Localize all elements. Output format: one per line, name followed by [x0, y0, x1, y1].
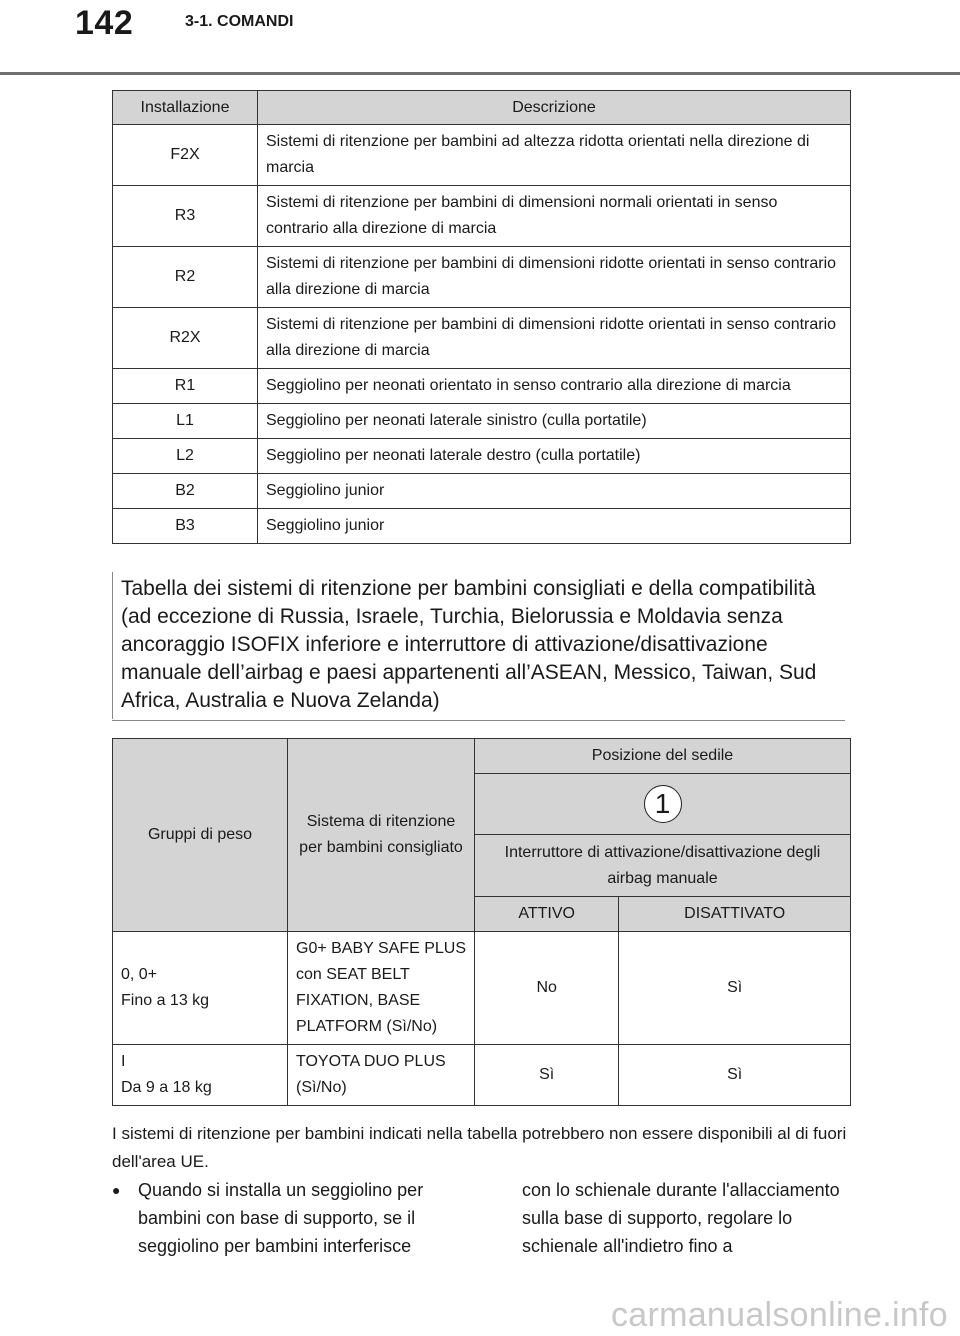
airbag-on-value: Sì: [475, 1045, 619, 1106]
table-row: [113, 474, 851, 509]
table-row: [113, 308, 851, 369]
restraint-system: G0+ BABY SAFE PLUS con SEAT BELT FIXATION, BASE PLATFORM (Sì/No): [288, 932, 475, 1045]
bullet-item: [112, 1176, 482, 1260]
installation-description: Sistemi di ritenzione per bambini di dimensioni normali orientati in senso contrario alla direzione di marcia: [258, 186, 851, 247]
airbag-off-value: Sì: [619, 1045, 851, 1106]
installation-description: Seggiolino junior: [258, 509, 851, 544]
airbag-on-value: No: [475, 932, 619, 1045]
installation-code: L1: [113, 404, 258, 439]
bullet-icon: ●: [112, 1182, 121, 1198]
weight-group: 0, 0+: [121, 966, 158, 983]
table-header-row: [113, 739, 851, 774]
installation-code: L2: [113, 439, 258, 474]
weight-group-cell: [113, 1045, 288, 1106]
weight-group: I: [121, 1053, 126, 1070]
table-row: [113, 186, 851, 247]
seat-position-cell: [475, 774, 851, 835]
header-weight-group: Gruppi di peso: [113, 739, 288, 932]
installation-description: Sistemi di ritenzione per bambini di dimensioni ridotte orientati in senso contrario alla direzione di marcia: [258, 247, 851, 308]
page-number: 142: [75, 4, 134, 42]
table-row: [113, 932, 851, 1045]
installation-description: Seggiolino junior: [258, 474, 851, 509]
chapter-title: 3-1. COMANDI: [185, 13, 294, 30]
installation-description: Seggiolino per neonati orientato in senso contrario alla direzione di marcia: [258, 369, 851, 404]
weight-group-cell: [113, 932, 288, 1045]
installation-code: B3: [113, 509, 258, 544]
table-row: [113, 509, 851, 544]
header-restraint-system: [288, 739, 475, 932]
bullet-text: Quando si installa un seggiolino per bambini con base di supporto, se il seggiolino per bambini interferisce: [138, 1180, 424, 1256]
installation-description: Sistemi di ritenzione per bambini ad altezza ridotta orientati nella direzione di marcia: [258, 125, 851, 186]
header-installazione: Installazione: [113, 91, 258, 125]
continued-text: con lo schienale durante l'allacciamento sulla base di supporto, regolare lo schienale all'indietro fino a: [522, 1180, 840, 1256]
watermark: carmanualsonline.info: [610, 1296, 948, 1334]
header-restraint-system-label: Sistema di ritenzione per bambini consigliato: [299, 813, 463, 856]
installation-code: R2X: [113, 308, 258, 369]
table-row: [113, 404, 851, 439]
table-row: [113, 439, 851, 474]
header-airbag-switch: Interruttore di attivazione/disattivazione degli airbag manuale: [475, 835, 851, 896]
table-row: [113, 1045, 851, 1106]
availability-note: I sistemi di ritenzione per bambini indicati nella tabella potrebbero non essere disponibili al di fuori dell'area UE.: [112, 1124, 847, 1171]
installation-code: F2X: [113, 125, 258, 186]
installation-table: [112, 90, 851, 544]
installation-description: Seggiolino per neonati laterale destro (culla portatile): [258, 439, 851, 474]
installation-description: Sistemi di ritenzione per bambini di dimensioni ridotte orientati in senso contrario alla direzione di marcia: [258, 308, 851, 369]
table-header-row: [113, 91, 851, 125]
airbag-off-value: Sì: [619, 932, 851, 1045]
installation-code: R1: [113, 369, 258, 404]
header-disattivato: DISATTIVATO: [619, 896, 851, 931]
section-title: Tabella dei sistemi di ritenzione per bambini consigliati e della compatibilità (ad eccezione di Russia, Israele, Turchia, Bielorussia e Moldavia senza ancoraggio ISOFIX inferiore e interruttore di attivazione/disattivazione manuale dell’airbag e paesi appartenenti all’ASEAN, Messico, Taiwan, Sud Africa, Australia e Nuova Zelanda): [121, 577, 817, 712]
restraint-system: TOYOTA DUO PLUS (Sì/No): [288, 1045, 475, 1106]
header-seat-position: Posizione del sedile: [475, 739, 851, 774]
weight-range: Fino a 13 kg: [121, 992, 210, 1009]
weight-range: Da 9 a 18 kg: [121, 1079, 212, 1096]
header-attivo: ATTIVO: [475, 896, 619, 931]
seat-number-badge: 1: [644, 785, 682, 823]
installation-code: B2: [113, 474, 258, 509]
installation-description: Seggiolino per neonati laterale sinistro (culla portatile): [258, 404, 851, 439]
compatibility-table: [112, 738, 851, 1106]
installation-code: R2: [113, 247, 258, 308]
table-row: [113, 125, 851, 186]
section-title-divider: [112, 720, 845, 721]
installation-code: R3: [113, 186, 258, 247]
header-divider: [0, 72, 960, 75]
table-row: [113, 247, 851, 308]
table-row: [113, 369, 851, 404]
header-descrizione: Descrizione: [258, 91, 851, 125]
